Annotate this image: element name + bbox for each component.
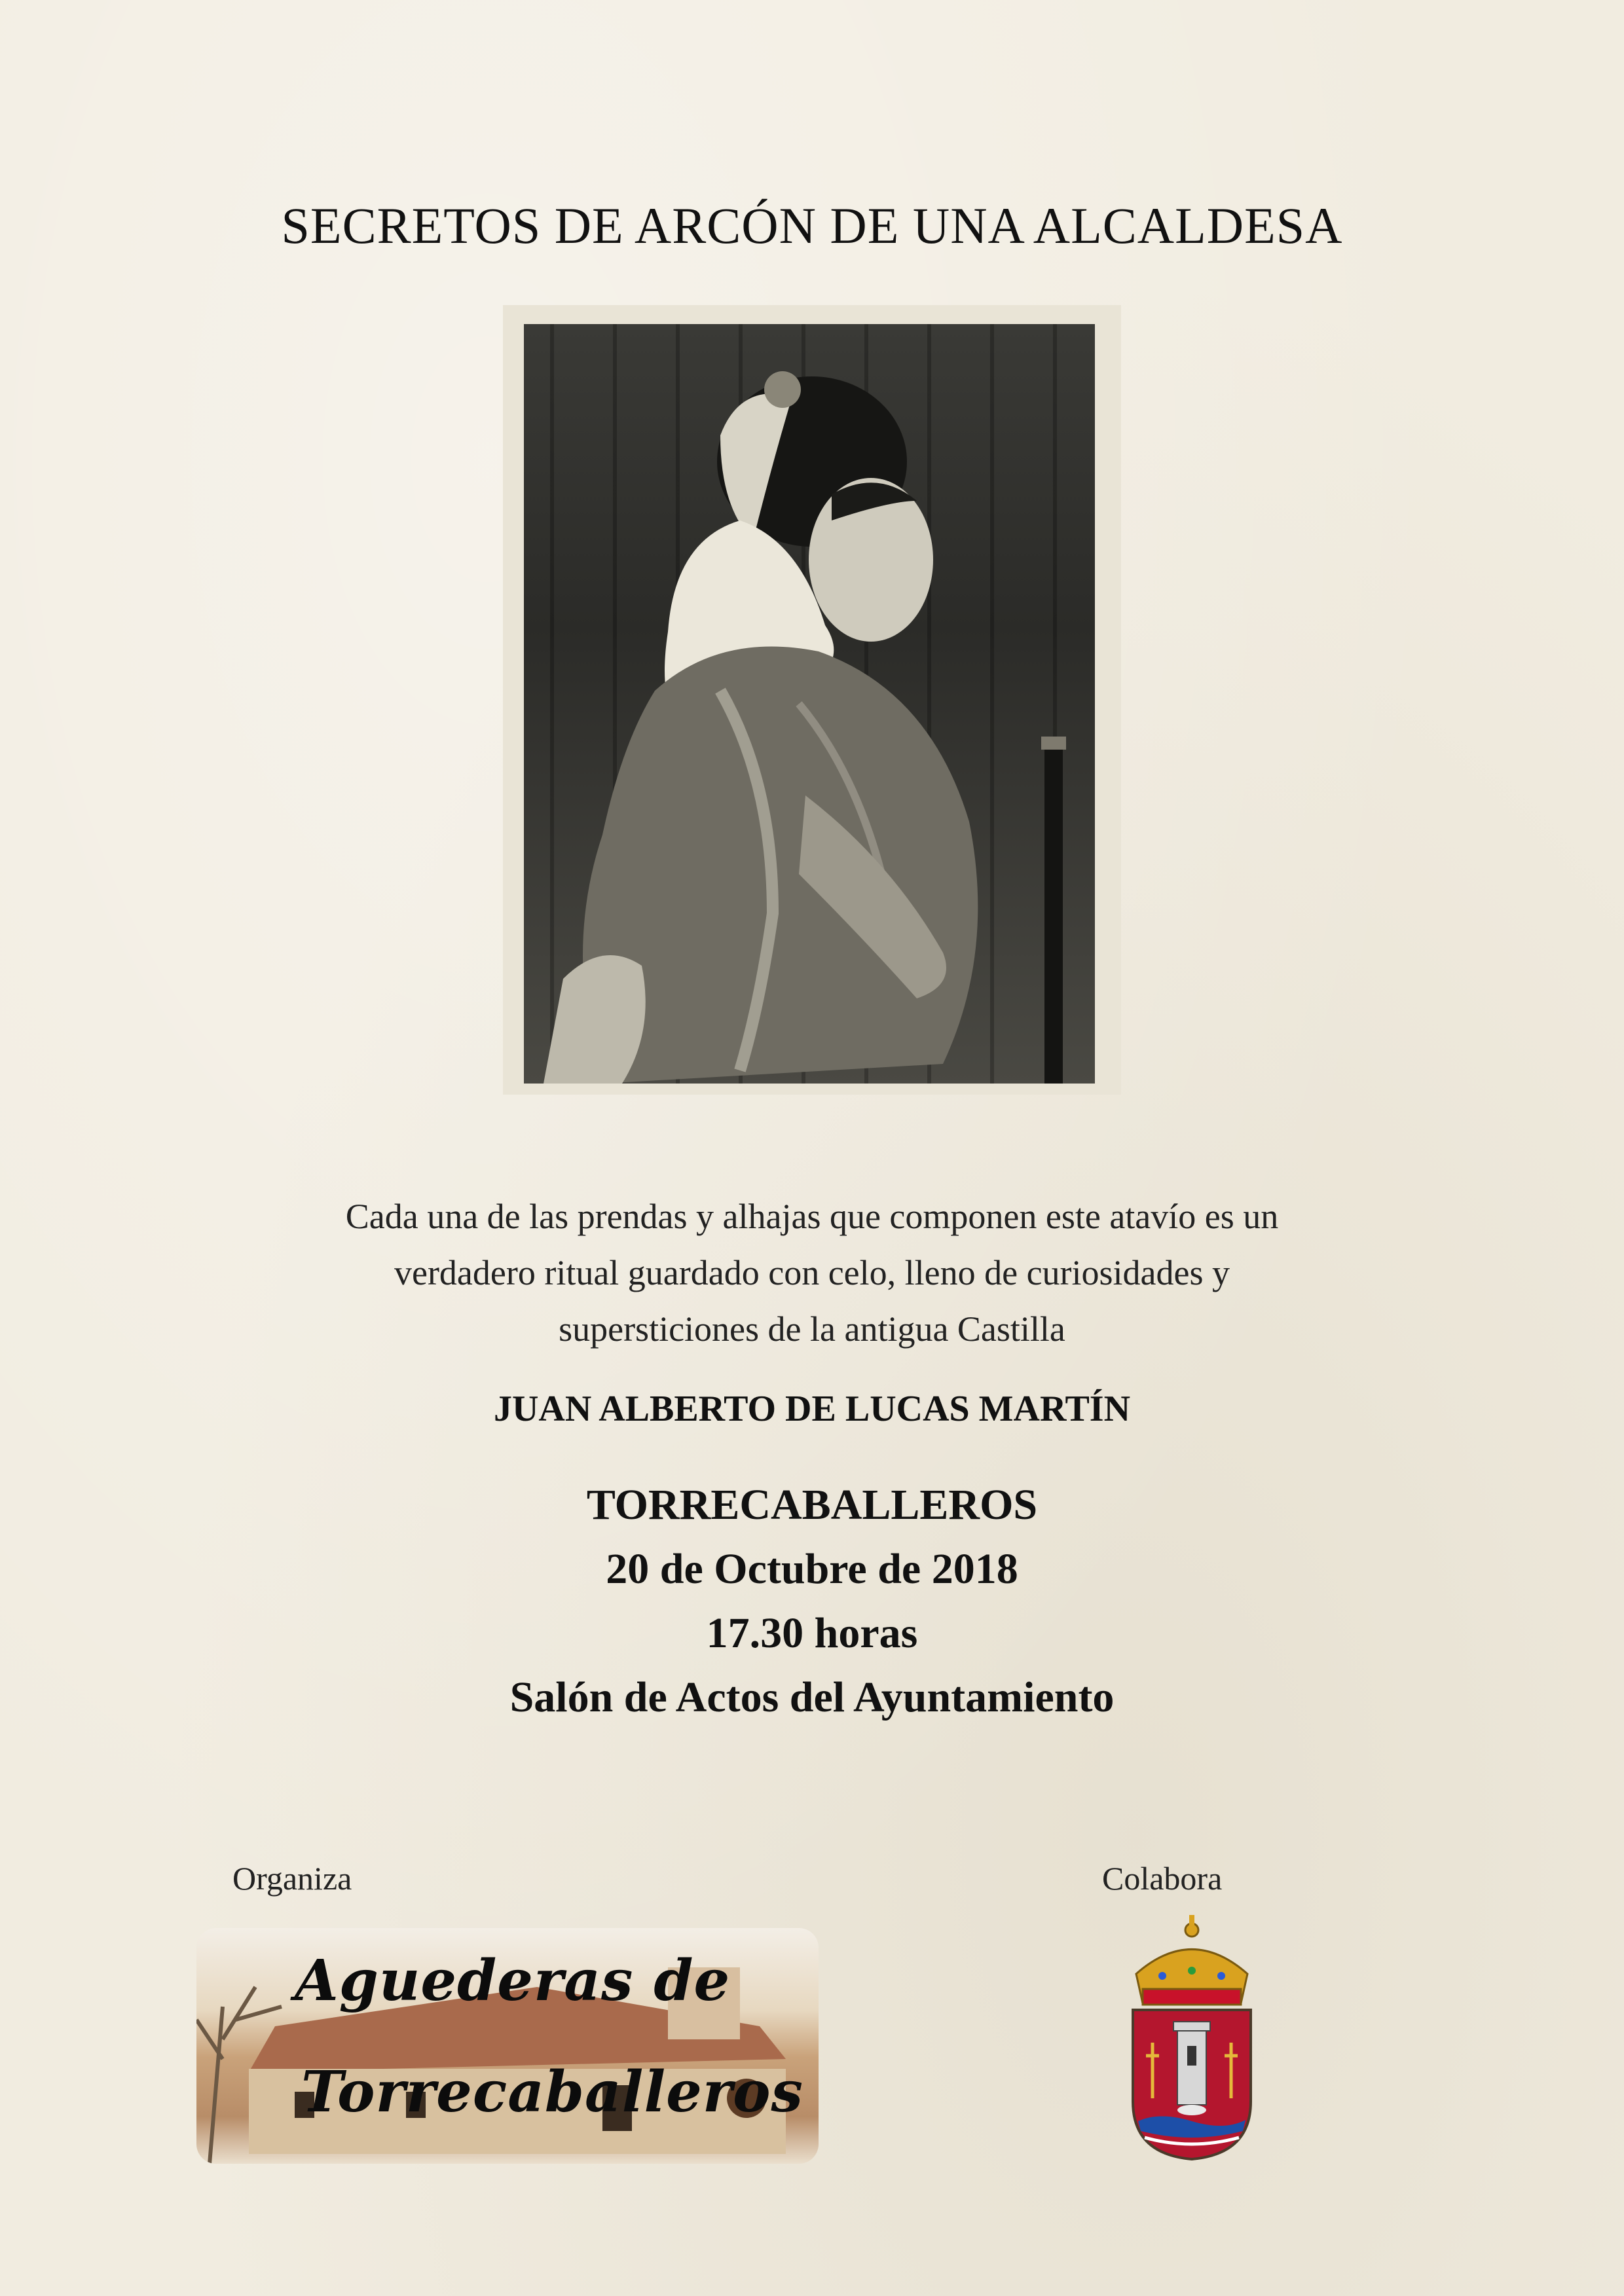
logo-line-1: Aguederas de: [295, 1948, 731, 2014]
event-place: TORRECABALLEROS: [586, 1481, 1038, 1529]
event-details: [0, 1473, 1624, 1730]
event-time: 17.30 horas: [706, 1609, 918, 1657]
description-text: [249, 1188, 1375, 1357]
poster-title: SECRETOS DE ARCÓN DE UNA ALCALDESA: [281, 197, 1343, 254]
organiza-label: Organiza: [232, 1860, 352, 1897]
portrait-photo: [524, 324, 1095, 1084]
logo-line-2: Torrecaballeros: [301, 2059, 803, 2125]
portrait-illustration: [524, 324, 1095, 1084]
author-name: JUAN ALBERTO DE LUCAS MARTÍN: [493, 1389, 1131, 1429]
event-date: 20 de Octubre de 2018: [606, 1545, 1018, 1593]
coat-of-arms-icon: [1126, 1912, 1257, 2160]
event-venue: Salón de Actos del Ayuntamiento: [509, 1673, 1115, 1721]
colabora-label: Colabora: [1102, 1860, 1223, 1897]
description-line: verdadero ritual guardado con celo, lleno de curiosidades y: [394, 1253, 1230, 1292]
description-line: supersticiones de la antigua Castilla: [559, 1309, 1065, 1349]
aguederas-logo: [196, 1928, 819, 2164]
description-line: Cada una de las prendas y alhajas que componen este atavío es un: [345, 1197, 1279, 1236]
